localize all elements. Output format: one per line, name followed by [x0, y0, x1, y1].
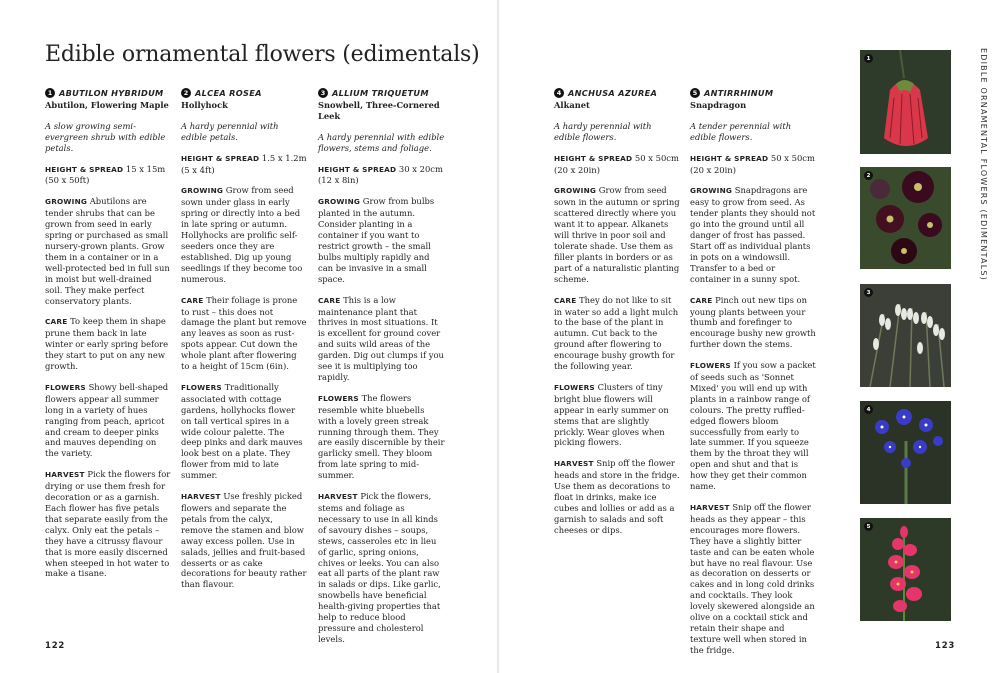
- plant-section: [554, 458, 680, 535]
- plant-section: [554, 153, 680, 176]
- plant-number-badge: 3: [318, 88, 328, 98]
- photo-alkanet: [860, 401, 951, 504]
- photo-number-badge: 2: [864, 171, 873, 180]
- plant-intro: A tender perennial with edible flowers.: [690, 120, 792, 142]
- plant-section: [181, 295, 307, 372]
- section-label: HEIGHT & SPREAD: [181, 153, 260, 163]
- plant-entry: [318, 88, 445, 645]
- plant-intro: A hardy perennial with edible flowers, stems and foliage.: [318, 131, 445, 153]
- plant-latin-name: ABUTILON HYBRIDUM: [59, 88, 164, 98]
- plant-section: [690, 360, 817, 492]
- plant-section: [45, 196, 171, 306]
- snowbell-flowers-image: [860, 284, 951, 387]
- section-label: HARVEST: [181, 492, 221, 502]
- photo-abutilon: [860, 50, 951, 154]
- section-label: HEIGHT & SPREAD: [45, 164, 124, 174]
- section-text: Pick the flowers, stems and foliage as necessary to use in all kinds of savoury dishes – soups, stews, casseroles etc in lieu of garlic, spring onions, chives or leeks. You can also eat all parts of the plant raw in salads or dips. Like garlic, snowbells have beneficial health-giving properties that help to reduce blood pressure and cholesterol levels.: [318, 491, 441, 644]
- section-label: HARVEST: [45, 470, 85, 480]
- plant-latin-name: ANTIRRHINUM: [704, 88, 774, 98]
- section-text: Grow from seed sown under glass in early spring or directly into a bed in late spring or autumn. Hollyhocks are prolific self-seeders once they are established. Dig up young seedlings if they become too numerous.: [181, 185, 303, 284]
- plant-section: [554, 382, 680, 448]
- section-text: To keep them in shape prune them back in late winter or early spring before they start to put on any new growth.: [45, 316, 169, 372]
- section-text: They do not like to sit in water so add a light mulch to the base of the plant in autumn. Cut back to the ground after flowering to encourage bushy growth for the following year.: [554, 294, 679, 372]
- photo-number-badge: 5: [864, 522, 873, 531]
- running-section-label: EDIBLE ORNAMENTAL FLOWERS (EDIMENTALS): [979, 48, 988, 281]
- plant-intro: A hardy perennial with edible flowers.: [554, 120, 652, 142]
- plant-number-badge: 4: [554, 88, 564, 98]
- plant-section: [318, 295, 445, 383]
- page-number-right: 123: [935, 641, 956, 651]
- section-text: Pick the flowers for drying or use them fresh for decoration or as a garnish. Each flower has five petals that separate easily from the calyx. Only eat the petals – they have a citrussy flavour that is more easily discerned when steeped in hot water to make a tisane.: [45, 469, 171, 579]
- section-text: Traditionally associated with cottage gardens, hollyhocks flower on tall vertical spires in a wide colour palette. The deep pinks and dark mauves look best on a plate. They flower from mid to late summer.: [181, 381, 303, 481]
- section-text: Use freshly picked flowers and separate the petals from the calyx, remove the stamen and blow away excess pollen. Use in salads, jellies and fruit-based desserts or as cake decorations for beauty rather than flavour.: [181, 491, 307, 590]
- plant-section: [318, 164, 445, 187]
- plant-section: [181, 153, 307, 176]
- book-gutter: [497, 0, 499, 673]
- plant-common-name: Snapdragon: [690, 99, 747, 110]
- photo-snapdragon: [860, 518, 951, 621]
- section-text: The flowers resemble white bluebells with a lovely green streak running through them. They are easily discernible by their garlicky smell. They bloom from late spring to mid-summer.: [318, 392, 445, 481]
- section-text: Clusters of tiny bright blue flowers will appear in early summer on stems that are slightly prickly. Wear gloves when picking flowers.: [554, 381, 669, 448]
- plant-section: [181, 382, 307, 481]
- section-label: FLOWERS: [181, 382, 222, 392]
- section-label: GROWING: [318, 197, 361, 207]
- plant-section: [690, 185, 817, 284]
- plant-heading: [554, 88, 680, 99]
- plant-section: [45, 382, 171, 459]
- plant-entry: [554, 88, 680, 536]
- hollyhock-flowers-image: [860, 167, 951, 269]
- plant-heading: [45, 88, 171, 99]
- section-text: Snip off the flower heads as they appear – this encourages more flowers. They have a slightly bitter taste and can be eaten whole but have no real flavour. Use as decoration on desserts or cakes and in long cold drinks and cocktails. They look lovely skewered alongside an olive on a cocktail stick and retain their shape and texture well when stored in the fridge.: [690, 502, 815, 655]
- section-text: 50 x 50cm (20 x 20in): [554, 152, 679, 175]
- section-label: FLOWERS: [554, 382, 595, 392]
- section-text: 15 x 15m (50 x 50ft): [45, 163, 166, 186]
- plant-section: [45, 164, 171, 187]
- section-label: HARVEST: [554, 459, 594, 469]
- section-text: Snapdragons are easy to grow from seed. As tender plants they should not go into the ground until all danger of frost has passed. Start off as individual plants in pots on a windowsill. Transfer to a bed or container in a sunny spot.: [690, 185, 816, 284]
- snapdragon-flowers-image: [860, 518, 951, 621]
- section-label: GROWING: [690, 186, 733, 196]
- plant-heading: [318, 88, 445, 99]
- alkanet-flowers-image: [860, 401, 951, 504]
- section-text: Pinch out new tips on young plants between your thumb and forefinger to encourage bushy new growth further down the stems.: [690, 294, 816, 350]
- abutilon-flower-image: [860, 50, 951, 154]
- section-label: HARVEST: [690, 503, 730, 512]
- plant-intro: A hardy perennial with edible petals.: [181, 120, 279, 142]
- photo-snowbell: [860, 284, 951, 387]
- section-label: GROWING: [554, 186, 597, 196]
- plant-section: [554, 185, 680, 284]
- section-label: CARE: [181, 295, 204, 305]
- plant-intro: A slow growing semi-evergreen shrub with edible petals.: [45, 120, 166, 153]
- section-text: If you sow a packet of seeds such as 'Sonnet Mixed' you will end up with plants in a rainbow range of colours. The pretty ruffled-edged flowers bloom successfully from early to late summer. If you squeeze them by the throat they will open and shut and that is how they get their common name.: [690, 360, 816, 492]
- section-text: Grow from seed sown in the autumn or spring scattered directly where you want it to appear. Alkanets will thrive in poor soil and tolerate shade. Use them as filler plants in borders or as part of a naturalistic planting scheme.: [554, 185, 680, 284]
- plant-number-badge: 2: [181, 88, 191, 98]
- plant-section: [554, 295, 680, 372]
- section-label: HEIGHT & SPREAD: [318, 164, 397, 174]
- section-text: Snip off the flower heads and store in the fridge. Use them as decorations to float in drinks, make ice cubes and lollies or add as a garnish to salads and soft cheeses or dips.: [554, 458, 680, 535]
- plant-common-name: Snowbell, Three-Cornered Leek: [318, 99, 440, 121]
- photo-number-badge: 1: [864, 54, 873, 63]
- plant-entry: [690, 88, 817, 656]
- section-label: HEIGHT & SPREAD: [554, 153, 633, 163]
- section-text: Their foliage is prone to rust – this does not damage the plant but remove any leaves as soon as rust-spots appear. Cut down the whole plant after flowering to a height of 15cm (6in).: [181, 294, 307, 372]
- section-text: Grow from bulbs planted in the autumn. Consider planting in a container if you want to restrict growth – the small bulbs multiply rapidly and can be invasive in a small space.: [318, 196, 435, 284]
- plant-latin-name: ANCHUSA AZUREA: [568, 88, 658, 98]
- page-title: Edible ornamental flowers (edimentals): [45, 42, 480, 67]
- photo-number-badge: 4: [864, 405, 873, 414]
- plant-section: [181, 491, 307, 590]
- plant-latin-name: ALLIUM TRIQUETUM: [332, 88, 429, 98]
- plant-common-name: Alkanet: [554, 99, 590, 110]
- plant-number-badge: 5: [690, 88, 700, 98]
- plant-section: [690, 502, 817, 656]
- plant-section: [318, 393, 445, 481]
- plant-entry: [45, 88, 171, 579]
- plant-common-name: Hollyhock: [181, 99, 228, 110]
- photo-number-badge: 3: [864, 288, 873, 297]
- section-label: FLOWERS: [318, 393, 359, 403]
- section-label: HARVEST: [318, 492, 358, 502]
- plant-heading: [181, 88, 307, 99]
- section-text: 50 x 50cm (20 x 20in): [690, 152, 815, 175]
- section-label: GROWING: [181, 186, 224, 196]
- plant-section: [181, 185, 307, 284]
- plant-latin-name: ALCEA ROSEA: [195, 88, 262, 98]
- section-label: GROWING: [45, 197, 88, 207]
- plant-section: [318, 491, 445, 645]
- plant-number-badge: 1: [45, 88, 55, 98]
- plant-common-name: Abutilon, Flowering Maple: [45, 99, 169, 110]
- plant-section: [318, 196, 445, 284]
- section-label: CARE: [554, 295, 577, 305]
- plant-section: [45, 316, 171, 372]
- section-label: CARE: [690, 295, 713, 305]
- section-text: Showy bell-shaped flowers appear all summer long in a variety of hues ranging from peach, apricot and cream to deeper pinks and mauves depending on the variety.: [45, 381, 169, 459]
- section-label: HEIGHT & SPREAD: [690, 153, 769, 163]
- plant-section: [45, 469, 171, 579]
- photo-hollyhock: [860, 167, 951, 269]
- section-label: FLOWERS: [690, 361, 731, 371]
- plant-section: [690, 295, 817, 351]
- section-label: CARE: [45, 317, 68, 327]
- section-text: Abutilons are tender shrubs that can be grown from seed in early spring or purchased as small nursery-grown plants. Grow them in a container or in a well-protected bed in full sun in moist but well-drained soil. They make perfect conservatory plants.: [45, 196, 170, 306]
- plant-heading: [690, 88, 817, 99]
- section-label: CARE: [318, 295, 341, 305]
- section-text: 30 x 20cm (12 x 8in): [318, 163, 443, 186]
- plant-entry: [181, 88, 307, 590]
- section-text: 1.5 x 1.2m (5 x 4ft): [181, 152, 307, 175]
- section-text: This is a low maintenance plant that thrives in most situations. It is excellent for ground cover and suits wild areas of the garden. Dig out clumps if you see it is multiplying too rapidly.: [318, 294, 444, 382]
- plant-section: [690, 153, 817, 176]
- page-number-left: 122: [45, 641, 66, 651]
- section-label: FLOWERS: [45, 382, 86, 392]
